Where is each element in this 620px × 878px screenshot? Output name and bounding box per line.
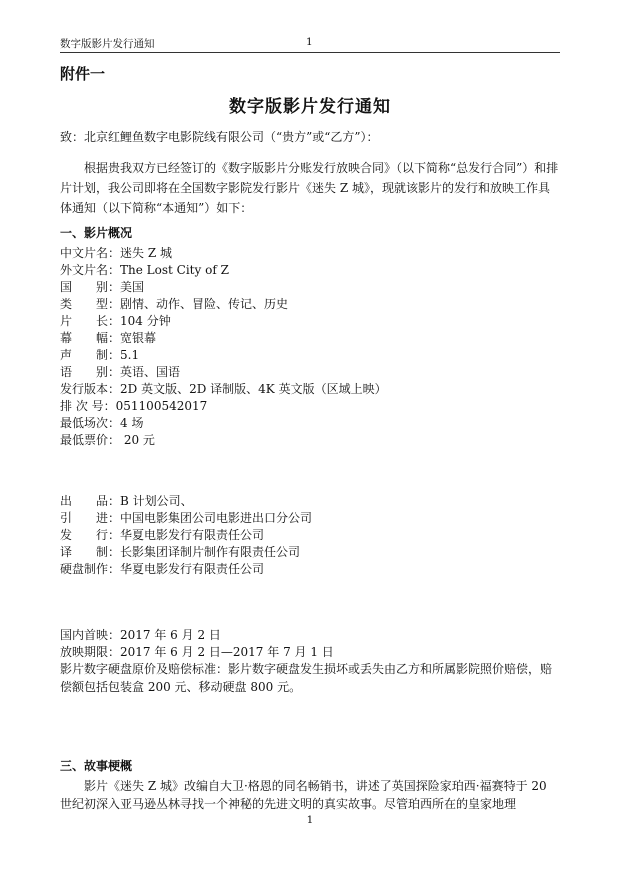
annex-label: 附件一 xyxy=(60,65,106,83)
film-info-label: 声 制： xyxy=(60,348,121,362)
company-value: 华夏电影发行有限责任公司 xyxy=(120,528,265,542)
company-value: B 计划公司、 xyxy=(120,494,193,508)
company-row xyxy=(60,526,264,543)
film-info-row xyxy=(60,380,387,397)
film-info-label: 排 次 号： xyxy=(60,399,116,413)
company-value: 中国电影集团公司电影进出口分公司 xyxy=(120,511,313,525)
company-label: 引 进： xyxy=(60,511,121,525)
release-date-row xyxy=(60,626,221,643)
film-info-row xyxy=(60,431,155,448)
film-info-label: 最低场次： xyxy=(60,416,121,430)
film-info-row xyxy=(60,295,288,312)
film-info-value: 美国 xyxy=(120,280,145,294)
company-label: 译 制： xyxy=(60,545,121,559)
film-info-row xyxy=(60,346,139,363)
film-info-label: 发行版本： xyxy=(60,382,121,396)
company-row xyxy=(60,560,264,577)
film-info-row xyxy=(60,261,229,278)
section-synopsis-heading: 三、故事梗概 xyxy=(60,759,133,773)
company-row xyxy=(60,509,312,526)
company-label: 发 行： xyxy=(60,528,121,542)
film-info-row xyxy=(60,278,144,295)
page-header xyxy=(60,36,560,53)
film-info-value: 2D 英文版、2D 译制版、4K 英文版（区域上映） xyxy=(120,382,387,396)
addressee: 致：北京红鲤鱼数字电影院线有限公司（“贵方”或“乙方”）： xyxy=(60,130,379,144)
header-title: 数字版影片发行通知 xyxy=(60,38,155,50)
company-row xyxy=(60,492,193,509)
film-info-value: 104 分钟 xyxy=(120,314,171,328)
company-row xyxy=(60,543,300,560)
film-info-value: 4 场 xyxy=(120,416,144,430)
film-info-row xyxy=(60,414,143,431)
film-info-row xyxy=(60,363,180,380)
film-info-row xyxy=(60,329,156,346)
film-info-value: 宽银幕 xyxy=(120,331,157,345)
company-label: 硬盘制作： xyxy=(60,562,121,576)
film-info-value: 051100542017 xyxy=(115,399,208,413)
synopsis-paragraph: 影片《迷失 Z 城》改编自大卫·格恩的同名畅销书，讲述了英国探险家珀西·福赛特于 20 世纪初深入亚马逊丛林寻找一个神秘的先进文明的真实故事。尽管珀西所在的皇家地理 xyxy=(60,779,547,811)
film-info-label: 国 别： xyxy=(60,280,121,294)
film-info-label: 片 长： xyxy=(60,314,121,328)
film-info-label: 外文片名： xyxy=(60,263,121,277)
company-label: 出 品： xyxy=(60,494,121,508)
company-value: 长影集团译制片制作有限责任公司 xyxy=(120,545,301,559)
film-info-value: 英语、国语 xyxy=(120,365,181,379)
film-info-row xyxy=(60,244,172,261)
intro-paragraph: 根据贵我双方已经签订的《数字版影片分账发行放映合同》（以下简称“总发行合同”）和排片计划，我公司即将在全国数字影院发行影片《迷失 Z 城》，现就该影片的发行和放映工作具体通知（以下简称“本通知”）如下： xyxy=(60,161,559,215)
film-info-row xyxy=(60,312,171,329)
film-info-label: 最低票价： xyxy=(60,433,121,447)
film-info-value: 迷失 Z 城 xyxy=(120,246,172,260)
film-info-label: 中文片名： xyxy=(60,246,121,260)
film-info-value: The Lost City of Z xyxy=(120,263,229,277)
release-date-value: 2017 年 6 月 2 日—2017 年 7 月 1 日 xyxy=(120,645,334,659)
release-date-label: 放映期限： xyxy=(60,645,121,659)
film-info-value: 5.1 xyxy=(120,348,140,362)
company-value: 华夏电影发行有限责任公司 xyxy=(120,562,265,576)
film-info-label: 幕 幅： xyxy=(60,331,121,345)
film-info-value: 剧情、动作、冒险、传记、历史 xyxy=(120,297,289,311)
header-page-number: 1 xyxy=(306,36,313,48)
film-info-value: 20 元 xyxy=(120,433,155,447)
release-date-value: 2017 年 6 月 2 日 xyxy=(120,628,221,642)
document-title: 数字版影片发行通知 xyxy=(229,97,391,117)
film-info-label: 语 别： xyxy=(60,365,121,379)
release-date-label: 国内首映： xyxy=(60,628,121,642)
release-date-row xyxy=(60,643,334,660)
film-info-row xyxy=(60,397,207,414)
film-info-label: 类 型： xyxy=(60,297,121,311)
compensation-paragraph: 影片数字硬盘原价及赔偿标准：影片数字硬盘发生损坏或丢失由乙方和所属影院照价赔偿，赔偿额包括包装盒 200 元、移动硬盘 800 元。 xyxy=(60,662,553,694)
footer-page-number: 1 xyxy=(306,814,314,826)
section-film-overview-heading: 一、影片概况 xyxy=(60,226,133,240)
